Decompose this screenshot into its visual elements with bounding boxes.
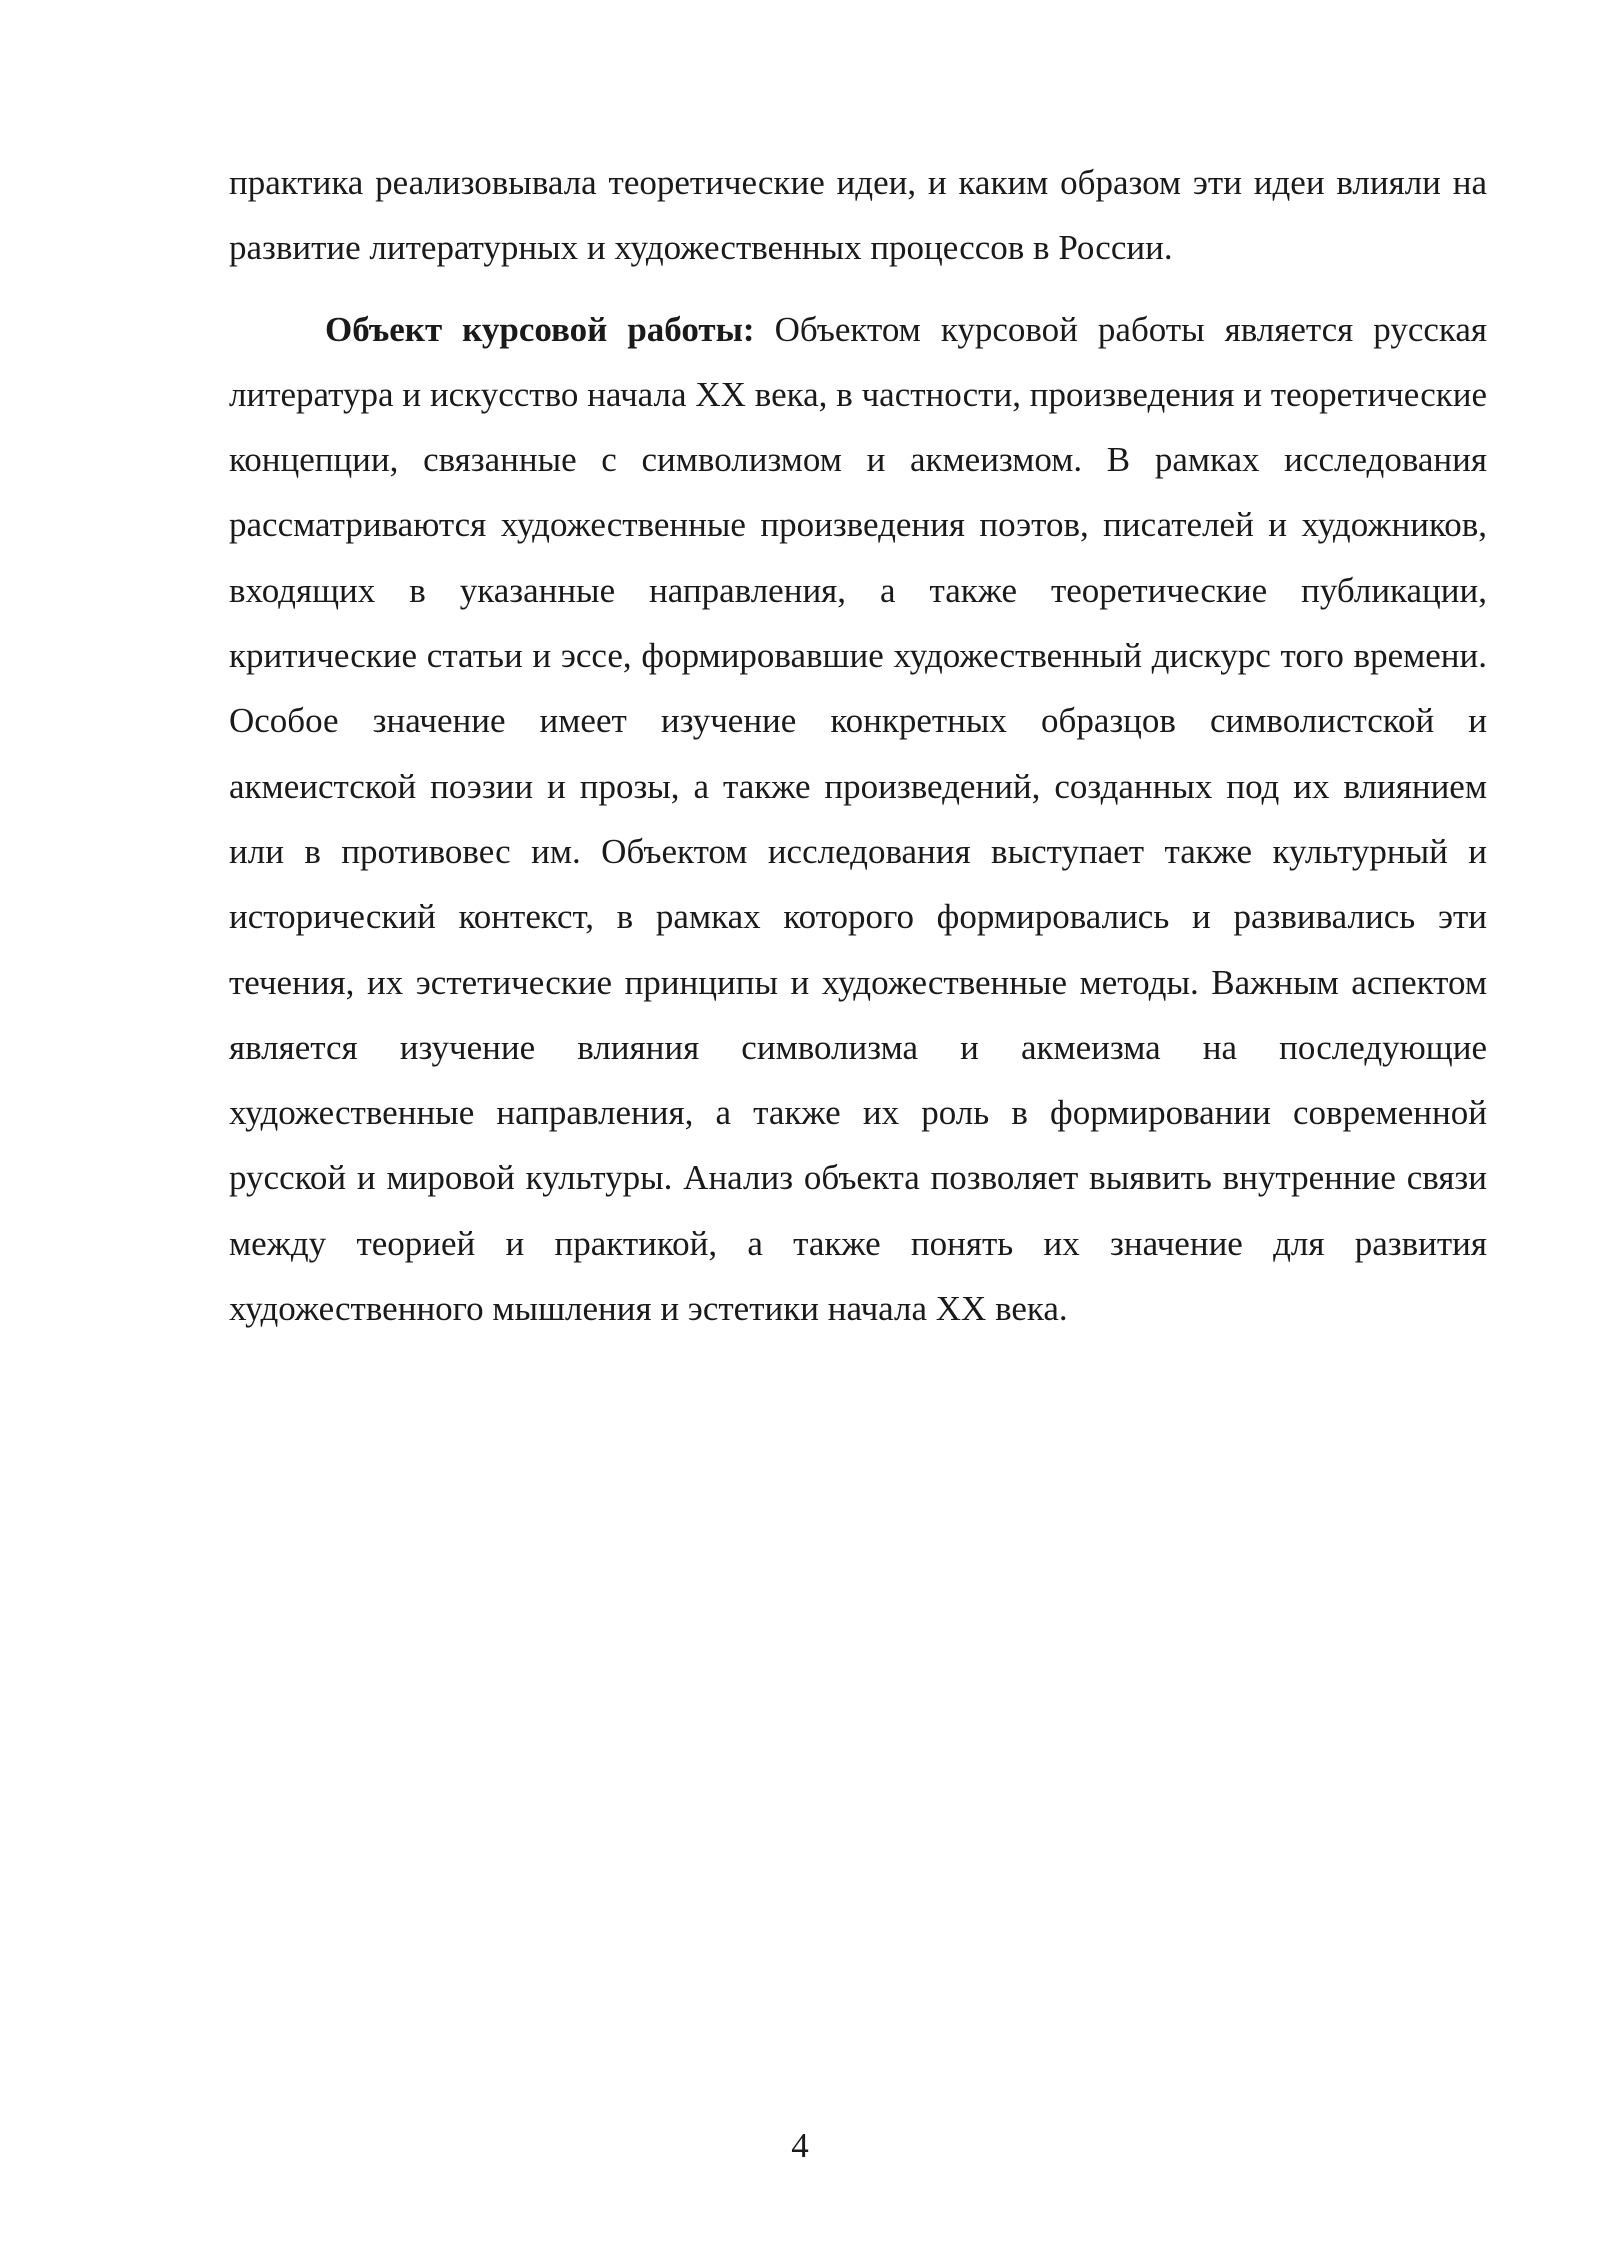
paragraph-text: Объектом курсовой работы является русская литература и искусство начала XX века, в частности, произведения и теоретические концепции, связанные с символизмом и акмеизмом. В рамках исследования рассматриваются художественные произведения поэтов, писателей и художников, входящих в указанные направления, а также теоретические публикации, критические статьи и эссе, формировавшие художественный дискурс того времени. Особое значение имеет изучение конкретных образцов символистской и акмеистской поэзии и прозы, а также произведений, созданных под их влиянием или в противовес им. Объектом исследования выступает также культурный и исторический контекст, в рамках которого формировались и развивались эти течения, их эстетические принципы и художественные методы. Важным аспектом является изучение влияния символизма и акмеизма на последующие художественные направления, а также их роль в формировании современной русской и мировой культуры. Анализ объекта позволяет выявить внутренние связи между теорией и практикой, а также понять их значение для развития художественного мышления и эстетики начала XX века.: [229, 309, 1487, 1329]
body-text: [229, 150, 1487, 1341]
paragraph-continuation: [229, 150, 1487, 281]
page-number: 4: [791, 2126, 809, 2165]
paragraph-text: практика реализовывала теоретические идеи, и каким образом эти идеи влияли на развитие литературных и художественных процессов в России.: [229, 163, 1487, 268]
paragraph-bold-lead: Объект курсовой работы:: [325, 309, 755, 349]
paragraph-object: [229, 297, 1487, 1342]
